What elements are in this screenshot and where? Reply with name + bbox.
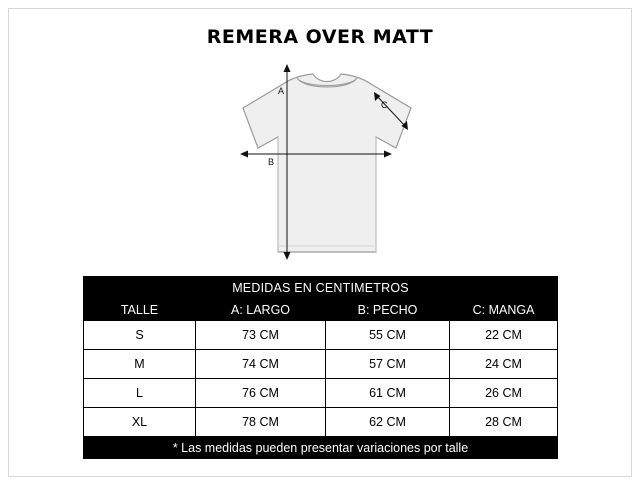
cell-talle: XL: [84, 408, 196, 437]
cell-manga: 28 CM: [450, 408, 558, 437]
measurements-table: [83, 276, 558, 459]
table-band-label: MEDIDAS EN CENTIMETROS: [84, 277, 558, 299]
measure-arrow-b-right: [384, 151, 392, 158]
tshirt-diagram: [180, 60, 460, 265]
measure-arrow-b-left: [240, 151, 248, 158]
cell-talle: M: [84, 350, 196, 379]
cell-pecho: 55 CM: [326, 321, 450, 350]
table-row: [84, 379, 558, 408]
cell-largo: 78 CM: [196, 408, 326, 437]
cell-pecho: 61 CM: [326, 379, 450, 408]
measure-label-a: A: [278, 86, 285, 96]
cell-largo: 74 CM: [196, 350, 326, 379]
table-row: [84, 408, 558, 437]
cell-pecho: 57 CM: [326, 350, 450, 379]
measurements-table-wrap: [83, 276, 557, 459]
tshirt-illustration-svg: [180, 60, 460, 265]
measure-arrow-a-top: [284, 64, 291, 72]
cell-talle: L: [84, 379, 196, 408]
cell-manga: 22 CM: [450, 321, 558, 350]
table-band-row: [84, 277, 558, 299]
table-row: [84, 350, 558, 379]
measure-label-c: C: [381, 100, 388, 110]
table-row: [84, 321, 558, 350]
cell-pecho: 62 CM: [326, 408, 450, 437]
header-pecho: B: PECHO: [326, 299, 450, 321]
measure-arrow-a-bottom: [284, 252, 291, 260]
header-largo: A: LARGO: [196, 299, 326, 321]
cell-manga: 26 CM: [450, 379, 558, 408]
header-talle: TALLE: [84, 299, 196, 321]
page-title: REMERA OVER MATT: [206, 26, 434, 48]
measure-label-b: B: [268, 157, 275, 167]
cell-manga: 24 CM: [450, 350, 558, 379]
header-manga: C: MANGA: [450, 299, 558, 321]
table-header-row: [84, 299, 558, 321]
cell-largo: 76 CM: [196, 379, 326, 408]
table-footnote: * Las medidas pueden presentar variaciones por talle: [84, 437, 558, 459]
cell-talle: S: [84, 321, 196, 350]
cell-largo: 73 CM: [196, 321, 326, 350]
table-footnote-row: [84, 437, 558, 459]
